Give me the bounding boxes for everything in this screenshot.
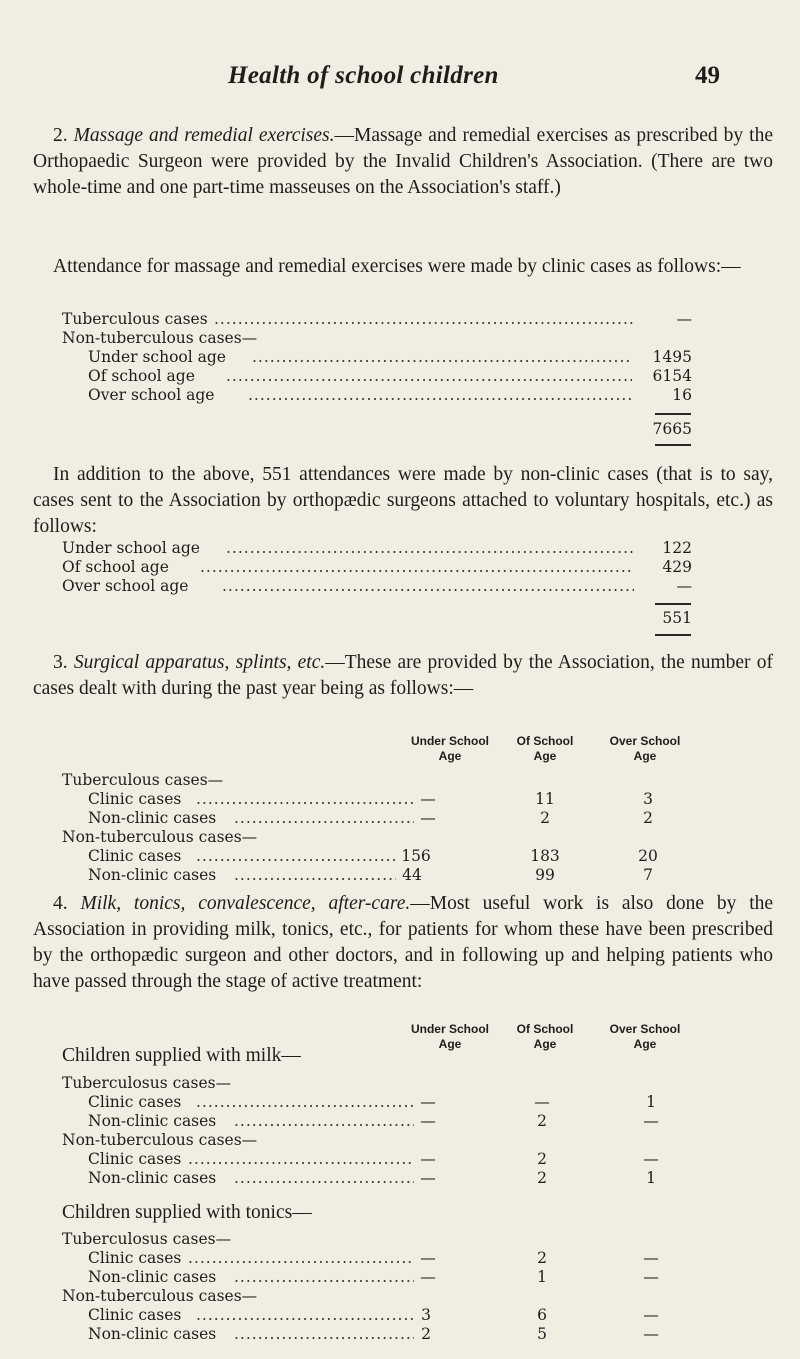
cell-over-school: —	[643, 1112, 659, 1130]
row-label: Non-tuberculous cases—	[62, 1131, 258, 1149]
table-row	[62, 771, 712, 791]
section-3-number: 3.	[53, 652, 68, 673]
cell-of-school: 11	[535, 790, 555, 808]
cell-of-school: 1	[537, 1268, 547, 1286]
list-item-label: Over school age	[88, 386, 215, 404]
cell-of-school: 2	[537, 1112, 547, 1130]
cell-of-school: 2	[540, 809, 550, 827]
list-item-label: Over school age	[62, 577, 189, 595]
list-item-label: Under school age	[62, 539, 200, 557]
cell-over-school: 1	[646, 1093, 656, 1111]
table-row	[62, 1230, 712, 1250]
list-item	[62, 558, 694, 578]
column-header-of-school-age: Of School Age	[516, 1022, 574, 1051]
list-item-label: Non-tuberculous cases—	[62, 329, 258, 347]
dot-leader	[234, 1112, 414, 1132]
row-label: Clinic cases	[88, 1150, 182, 1168]
dot-leader	[234, 1169, 414, 1189]
list-item-label: Under school age	[88, 348, 226, 366]
list-item-label: Tuberculous cases	[62, 310, 208, 328]
list-item-label: Of school age	[88, 367, 195, 385]
list-total	[642, 420, 694, 440]
row-label: Clinic cases	[88, 847, 182, 865]
section-3-title: Surgical apparatus, splints, etc.	[73, 652, 326, 673]
section-2-paragraph	[33, 123, 773, 201]
list-total	[642, 609, 694, 629]
list-item	[88, 348, 694, 368]
nonclinic-intro-paragraph: In addition to the above, 551 attendances were made by non-clinic cases (that is to say, cases sent to the Association by orthopædic surgeons attached to voluntary hospitals, etc.) as follows:	[33, 464, 773, 537]
cell-of-school: 99	[535, 866, 555, 884]
list-total-value: 551	[662, 609, 692, 627]
cell-under-school: 3	[421, 1306, 431, 1324]
cell-under-school: 156	[401, 847, 431, 865]
section-4-paragraph	[33, 891, 773, 995]
row-label: Non-clinic cases	[88, 1268, 217, 1286]
cell-under-school: —	[420, 1169, 436, 1187]
list-item	[62, 577, 694, 597]
table-row	[62, 1287, 712, 1307]
list-item	[88, 386, 694, 406]
cell-over-school: —	[643, 1249, 659, 1267]
table-row	[88, 809, 712, 829]
milk-group-title: Children supplied with milk—	[62, 1045, 301, 1066]
cell-of-school: 6	[537, 1306, 547, 1324]
total-rule-bottom	[655, 634, 691, 636]
section-4-body: —Most useful work is also done by the Association in providing milk, tonics, etc., for patients for whom these have been prescribed by the orthopædic surgeon and other doctors, and in following up and helping patients who have passed through the stage of active treatment:	[33, 893, 774, 992]
column-header-under-school-age: Under School Age	[410, 1022, 489, 1051]
table-row	[88, 1093, 712, 1113]
list-item-value: —	[676, 310, 692, 328]
column-header-of-school-age: Of School Age	[516, 734, 574, 763]
dot-leader	[196, 790, 416, 810]
cell-over-school: 20	[638, 847, 658, 865]
row-label: Non-clinic cases	[88, 809, 217, 827]
list-item-value: 429	[662, 558, 692, 576]
row-label: Non-clinic cases	[88, 1112, 217, 1130]
table-row	[88, 847, 712, 867]
dot-leader	[196, 847, 396, 867]
total-rule-top	[655, 603, 691, 605]
dot-leader	[248, 386, 632, 406]
table-row	[88, 1169, 712, 1189]
dot-leader	[188, 1150, 414, 1170]
cell-of-school: 2	[537, 1249, 547, 1267]
column-header-over-school-age: Over School Age	[609, 1022, 681, 1051]
table-row	[88, 790, 712, 810]
list-item-value: 122	[662, 539, 692, 557]
table-row	[88, 866, 712, 886]
table-row	[88, 1112, 712, 1132]
row-label: Non-clinic cases	[88, 1169, 217, 1187]
dot-leader	[234, 809, 414, 829]
section-4-number: 4.	[53, 893, 68, 914]
section-2-number: 2.	[53, 125, 68, 146]
list-item	[88, 367, 694, 387]
tonics-group-title: Children supplied with tonics—	[62, 1202, 312, 1223]
row-label: Clinic cases	[88, 1306, 182, 1324]
cell-under-school: —	[420, 1249, 436, 1267]
cell-over-school: —	[643, 1268, 659, 1286]
list-item-value: —	[676, 577, 692, 595]
cell-under-school: —	[420, 809, 436, 827]
cell-of-school: —	[534, 1093, 550, 1111]
list-item-value: 6154	[652, 367, 692, 385]
cell-over-school: 3	[643, 790, 653, 808]
dot-leader	[214, 310, 634, 330]
list-item	[62, 539, 694, 559]
row-label: Clinic cases	[88, 1249, 182, 1267]
page-number: 49	[695, 62, 720, 89]
dot-leader	[188, 1249, 414, 1269]
table-row	[88, 1268, 712, 1288]
dot-leader	[222, 577, 634, 597]
cell-under-school: 2	[421, 1325, 431, 1343]
page-header	[0, 62, 800, 92]
table-row	[62, 1074, 712, 1094]
table-row	[88, 1249, 712, 1269]
dot-leader	[226, 367, 632, 387]
row-label: Non-clinic cases	[88, 866, 217, 884]
list-item	[62, 310, 694, 330]
row-label: Tuberculosus cases—	[62, 1230, 232, 1248]
total-rule-bottom	[655, 444, 691, 446]
cell-over-school: —	[643, 1150, 659, 1168]
cell-over-school: 7	[643, 866, 653, 884]
row-label: Tuberculous cases—	[62, 771, 224, 789]
cell-over-school: 2	[643, 809, 653, 827]
table-row	[62, 1131, 712, 1151]
column-header-over-school-age: Over School Age	[609, 734, 681, 763]
cell-under-school: —	[420, 790, 436, 808]
column-header-under-school-age: Under School Age	[410, 734, 489, 763]
cell-under-school: —	[420, 1112, 436, 1130]
cell-under-school: —	[420, 1268, 436, 1286]
running-title: Health of school children	[228, 62, 499, 89]
cell-of-school: 2	[537, 1150, 547, 1168]
dot-leader	[234, 1268, 414, 1288]
list-item-value: 1495	[652, 348, 692, 366]
section-2-body: —Massage and remedial exercises as prescribed by the Orthopaedic Surgeon were provided by the Invalid Children's Association. (There are two whole-time and one part-time masseuses on the Association's staff.)	[33, 125, 774, 198]
row-label: Non-tuberculous cases—	[62, 828, 258, 846]
cell-of-school: 183	[530, 847, 560, 865]
dot-leader	[196, 1306, 414, 1326]
list-total-value: 7665	[652, 420, 692, 438]
dot-leader	[200, 558, 634, 578]
table-row	[88, 1150, 712, 1170]
cell-under-school: 44	[402, 866, 422, 884]
dot-leader	[234, 866, 396, 886]
section-3-paragraph	[33, 650, 773, 702]
cell-over-school: —	[643, 1325, 659, 1343]
cell-under-school: —	[420, 1093, 436, 1111]
section-3-body: —These are provided by the Association, the number of cases dealt with during the past year being as follows:—	[33, 652, 773, 699]
row-label: Tuberculosus cases—	[62, 1074, 232, 1092]
section-4-title: Milk, tonics, convalescence, after-care.	[80, 893, 411, 914]
total-rule-top	[655, 413, 691, 415]
cell-of-school: 5	[537, 1325, 547, 1343]
cell-over-school: —	[643, 1306, 659, 1324]
cell-of-school: 2	[537, 1169, 547, 1187]
table-row	[88, 1306, 712, 1326]
row-label: Non-tuberculous cases—	[62, 1287, 258, 1305]
cell-under-school: —	[420, 1150, 436, 1168]
cell-over-school: 1	[646, 1169, 656, 1187]
clinic-intro-paragraph: Attendance for massage and remedial exercises were made by clinic cases as follows:—	[53, 256, 741, 277]
dot-leader	[252, 348, 632, 368]
list-item-label: Of school age	[62, 558, 169, 576]
section-2-title: Massage and remedial exercises.	[73, 125, 335, 146]
list-item	[62, 329, 694, 349]
row-label: Non-clinic cases	[88, 1325, 217, 1343]
dot-leader	[234, 1325, 414, 1345]
dot-leader	[196, 1093, 416, 1113]
row-label: Clinic cases	[88, 790, 182, 808]
table-row	[62, 828, 712, 848]
list-item-value: 16	[672, 386, 692, 404]
table-row	[88, 1325, 712, 1345]
row-label: Clinic cases	[88, 1093, 182, 1111]
dot-leader	[226, 539, 634, 559]
